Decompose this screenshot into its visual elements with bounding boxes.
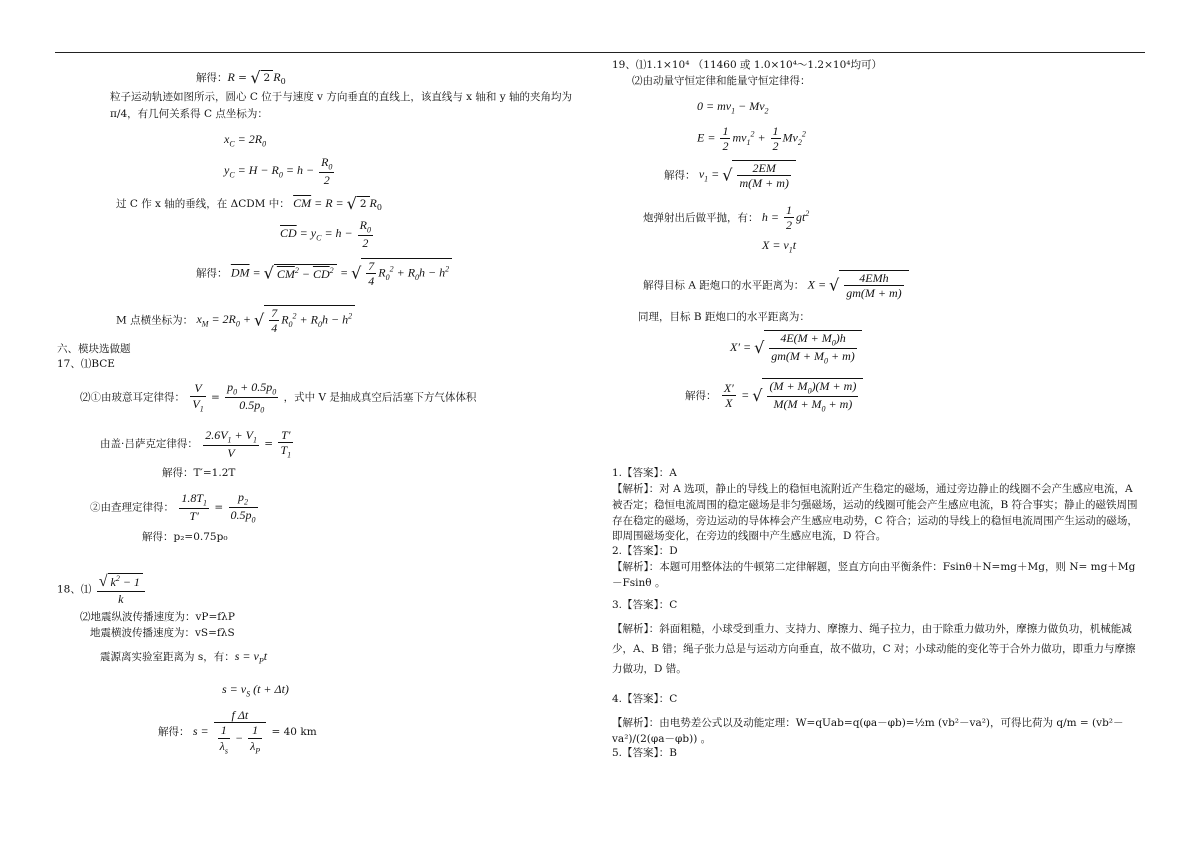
q18-5: $s = v_S$ (t + Δt)	[222, 682, 289, 699]
header-rule	[55, 52, 1145, 53]
explanation-4: 【解析】：由电势差公式以及动能定理：W=qUab=q(φa－φb)=½m (vb²－va²)，可得比荷为 q/m = (vb²－va²)/(2(φa－φb)) 。	[612, 717, 1124, 745]
eq-momentum: $0 = mv_1 - Mv_2$	[697, 99, 769, 116]
q19-2: ⑵由动量守恒定律和能量守恒定律得：	[632, 75, 811, 87]
eq-cd: $\overline{CD} = y_C = h$ − $\frac{R_0}{2}$	[280, 218, 371, 250]
r4: 解得目标 A 距炮口的水平距离为： X = √ $\frac{\text{4EMh}}{gm(M + m)}$	[643, 270, 909, 301]
r6: 解得： $\frac{X'}{X}$ = √ $\frac{(M + M_0)(M + m)}{M(M + M_0 + m)}$	[685, 378, 863, 414]
r5-math: X′ = √ $\frac{4E(M + M_0)h}{gm(M + M_0 + m)}$	[730, 330, 862, 366]
q17-6: 解得：p₂=0.75p₀	[142, 531, 228, 543]
q18: 18、⑴ $\frac{√ k^2 - 1}{k}$	[57, 572, 147, 607]
explanation-1: 【解析】：对 A 选项，静止的导线上的稳恒电流附近产生稳定的磁场，通过旁边静止的线圈不会产生感应电流，A 被否定；稳恒电流周围的稳定磁场是非匀强磁场，运动的线圈可能会产生感应电流，B 符合事实；静止的磁铁周围存在稳定的磁场，旁边运动的导体棒会产生感应电动势，C 符合；运动的导线上的稳恒电流周围产生运动的磁场，即周围磁场变化，在旁边的线圈中产生感应电流，D 符合。	[612, 483, 1138, 543]
left-s1: 解得：R = √ 2 $R_0$	[196, 68, 286, 87]
eq-energy: E = $\frac{1}{2}$ $mv_1^2$ + $\frac{1}{2}$ $Mv_2^2$	[697, 124, 806, 154]
answer-1: 1.【答案】：A	[612, 467, 677, 479]
q18-3: 地震横波传播速度为：vS=fλS	[90, 627, 235, 639]
q17-2: ⑵①由玻意耳定律得： $\frac{V}{V_1}$ = $\frac{p_0 + 0.5p_0}{0.5p_0}$ ，式中 V 是抽成真空后活塞下方气体体积	[80, 380, 477, 415]
q17-4: 解得：T′=1.2T	[162, 467, 236, 479]
q18-4: 震源离实验室距离为 s，有：$s = v_Pt$	[100, 649, 268, 666]
answer-4: 4.【答案】：C	[612, 693, 678, 705]
r2: 炮弹射出后做平抛，有： h = $\frac{1}{2}$ $gt^2$	[643, 203, 810, 233]
explanation-2: 【解析】：本题可用整体法的牛顿第二定律解题，竖直方向由平衡条件：Fsinθ＋N=mg＋Mg，则 N= mg＋Mg－Fsinθ 。	[612, 561, 1136, 589]
r5: 同理，目标 B 距炮口的水平距离为：	[638, 311, 810, 323]
eq-xc: $x_C = 2R_0$	[224, 132, 267, 149]
answer-3: 3.【答案】：C	[612, 599, 678, 611]
left-s5: 解得： $\overline{DM}$ = √ $CM^2 - \overline{CD}^2$ = √ $\frac{7}{4}$ $R_0^2 + R_0h - h^2$	[196, 258, 452, 289]
q18-2: ⑵地震纵波传播速度为：vP=fλP	[80, 611, 235, 623]
left-s2: 粒子运动轨迹如图所示，圆心 C 位于与速度 v 方向垂直的直线上，该直线与 x 轴和 y 轴的夹角均为	[110, 91, 573, 103]
r1: 解得： $v_1$ = √ $\frac{2EM}{m(M + m)}$	[664, 160, 796, 191]
eq-yc: $y_C = H - R_0 = h$ − $\frac{R_0}{2}$	[224, 155, 333, 187]
section-6-title: 六、模块选做题	[57, 343, 131, 355]
answer-2: 2.【答案】：D	[612, 545, 678, 557]
left-s6: M 点横坐标为： $x_M = 2R_0$ + √ $\frac{7}{4}$ $R_0^2 + R_0h - h^2$	[116, 305, 355, 336]
q18-6: 解得： s = f Δt $\frac{1}{\lambda_s}$ − $\frac{1}{\lambda_P}$ = 40 km	[158, 708, 317, 756]
r3: $X = v_1t$	[762, 238, 797, 255]
left-s3: π/4，有几何关系得 C 点坐标为：	[110, 108, 268, 120]
q17-5: ②由查理定律得： $\frac{1.8T_1}{T'}$ = $\frac{p_2}{0.5p_0}$	[90, 490, 256, 525]
answer-5: 5.【答案】：B	[612, 747, 677, 759]
left-s4: 过 C 作 x 轴的垂线，在 ΔCDM 中： $\overline{CM} = R$ = √ 2 $R_0$	[116, 194, 382, 213]
q17: 17、⑴BCE	[57, 358, 115, 370]
explanation-3: 【解析】：斜面粗糙，小球受到重力、支持力、摩擦力、绳子拉力，由于除重力做功外，摩擦力做负功，机械能减少，A、B 错；绳子张力总是与运动方向垂直，故不做功，C 对；小球动能的变化等于合外力做功，即重力与摩擦力做功，D 错。	[612, 623, 1136, 675]
q17-3: 由盖·吕萨克定律得： $\frac{2.6V_1 + V_1}{V}$ = $\frac{T'}{T_1}$	[100, 428, 292, 460]
q19: 19、⑴1.1×10⁴ （11460 或 1.0×10⁴～1.2×10⁴均可）	[612, 59, 882, 71]
